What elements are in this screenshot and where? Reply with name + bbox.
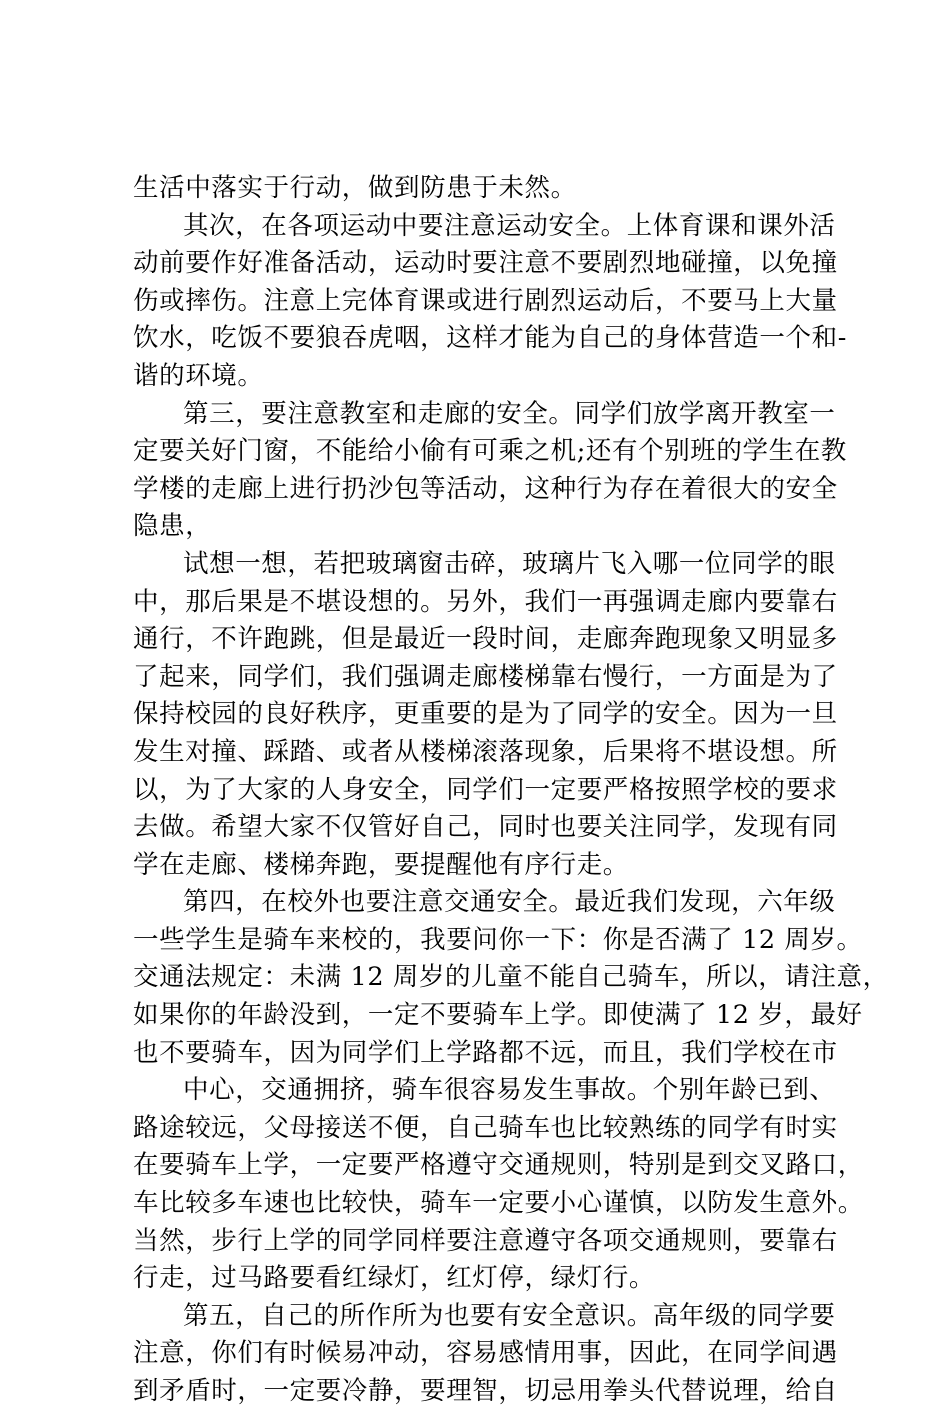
text-line: 饮水，吃饭不要狼吞虎咽，这样才能为自己的身体营造一个和- bbox=[133, 323, 847, 354]
text-line: 隐患， bbox=[133, 511, 212, 542]
text-line: 生活中落实于行动，做到防患于未然。 bbox=[133, 173, 577, 203]
text-line: 一些学生是骑车来校的，我要问你一下：你是否满了 12 周岁。 bbox=[133, 924, 863, 955]
text-line: 当然，步行上学的同学同样要注意遵守各项交通规则，要靠右 bbox=[133, 1225, 838, 1256]
text-line: 学在走廊、楼梯奔跑，要提醒他有序行走。 bbox=[133, 849, 629, 880]
text-line: 在要骑车上学，一定要严格遵守交通规则，特别是到交叉路口， bbox=[133, 1150, 864, 1181]
text-line: 中心，交通拥挤，骑车很容易发生事故。个别年龄已到、 bbox=[183, 1075, 836, 1106]
text-line: 行走，过马路要看红绿灯，红灯停，绿灯行。 bbox=[133, 1263, 656, 1294]
text-line: 学楼的走廊上进行扔沙包等活动，这种行为存在着很大的安全 bbox=[133, 473, 838, 504]
text-line: 以，为了大家的人身安全，同学们一定要严格按照学校的要求 bbox=[133, 774, 838, 805]
text-line: 其次，在各项运动中要注意运动安全。上体育课和课外活 bbox=[183, 210, 836, 241]
text-line: 谐的环境。 bbox=[133, 360, 264, 391]
text-line: 动前要作好准备活动，运动时要注意不要剧烈地碰撞，以免撞 bbox=[133, 248, 838, 279]
text-line: 通行，不许跑跳，但是最近一段时间，走廊奔跑现象又明显多 bbox=[133, 624, 838, 655]
text-line: 到矛盾时，一定要冷静，要理智，切忌用拳头代替说理，给自 bbox=[133, 1376, 838, 1406]
text-line: 交通法规定：未满 12 周岁的儿童不能自己骑车，所以，请注意， bbox=[133, 962, 889, 993]
text-line: 伤或摔伤。注意上完体育课或进行剧烈运动后，不要马上大量 bbox=[133, 285, 838, 316]
text-line: 试想一想，若把玻璃窗击碎，玻璃片飞入哪一位同学的眼 bbox=[183, 548, 836, 579]
text-line: 第四，在校外也要注意交通安全。最近我们发现，六年级 bbox=[183, 887, 836, 918]
text-line: 也不要骑车，因为同学们上学路都不远，而且，我们学校在市 bbox=[133, 1037, 838, 1068]
text-line: 去做。希望大家不仅管好自己，同时也要关注同学，发现有同 bbox=[133, 812, 838, 843]
text-line: 定要关好门窗，不能给小偷有可乘之机;还有个别班的学生在教 bbox=[133, 436, 847, 467]
text-line: 发生对撞、踩踏、或者从楼梯滚落现象，后果将不堪设想。所 bbox=[133, 736, 838, 767]
text-line: 如果你的年龄没到，一定不要骑车上学。即使满了 12 岁，最好 bbox=[133, 1000, 863, 1031]
text-line: 了起来，同学们，我们强调走廊楼梯靠右慢行，一方面是为了 bbox=[133, 661, 838, 692]
text-line: 车比较多车速也比较快，骑车一定要小心谨慎，以防发生意外。 bbox=[133, 1188, 864, 1219]
text-line: 中，那后果是不堪设想的。另外，我们一再强调走廊内要靠右 bbox=[133, 586, 838, 617]
text-line: 保持校园的良好秩序，更重要的是为了同学的安全。因为一旦 bbox=[133, 699, 838, 730]
text-line: 第五，自己的所作所为也要有安全意识。高年级的同学要 bbox=[183, 1300, 836, 1331]
text-line: 第三，要注意教室和走廊的安全。同学们放学离开教室一 bbox=[183, 398, 836, 429]
text-line: 注意，你们有时候易冲动，容易感情用事，因此，在同学间遇 bbox=[133, 1338, 838, 1369]
body-text bbox=[133, 170, 889, 1411]
text-line: 路途较远，父母接送不便，自己骑车也比较熟练的同学有时实 bbox=[133, 1112, 838, 1143]
